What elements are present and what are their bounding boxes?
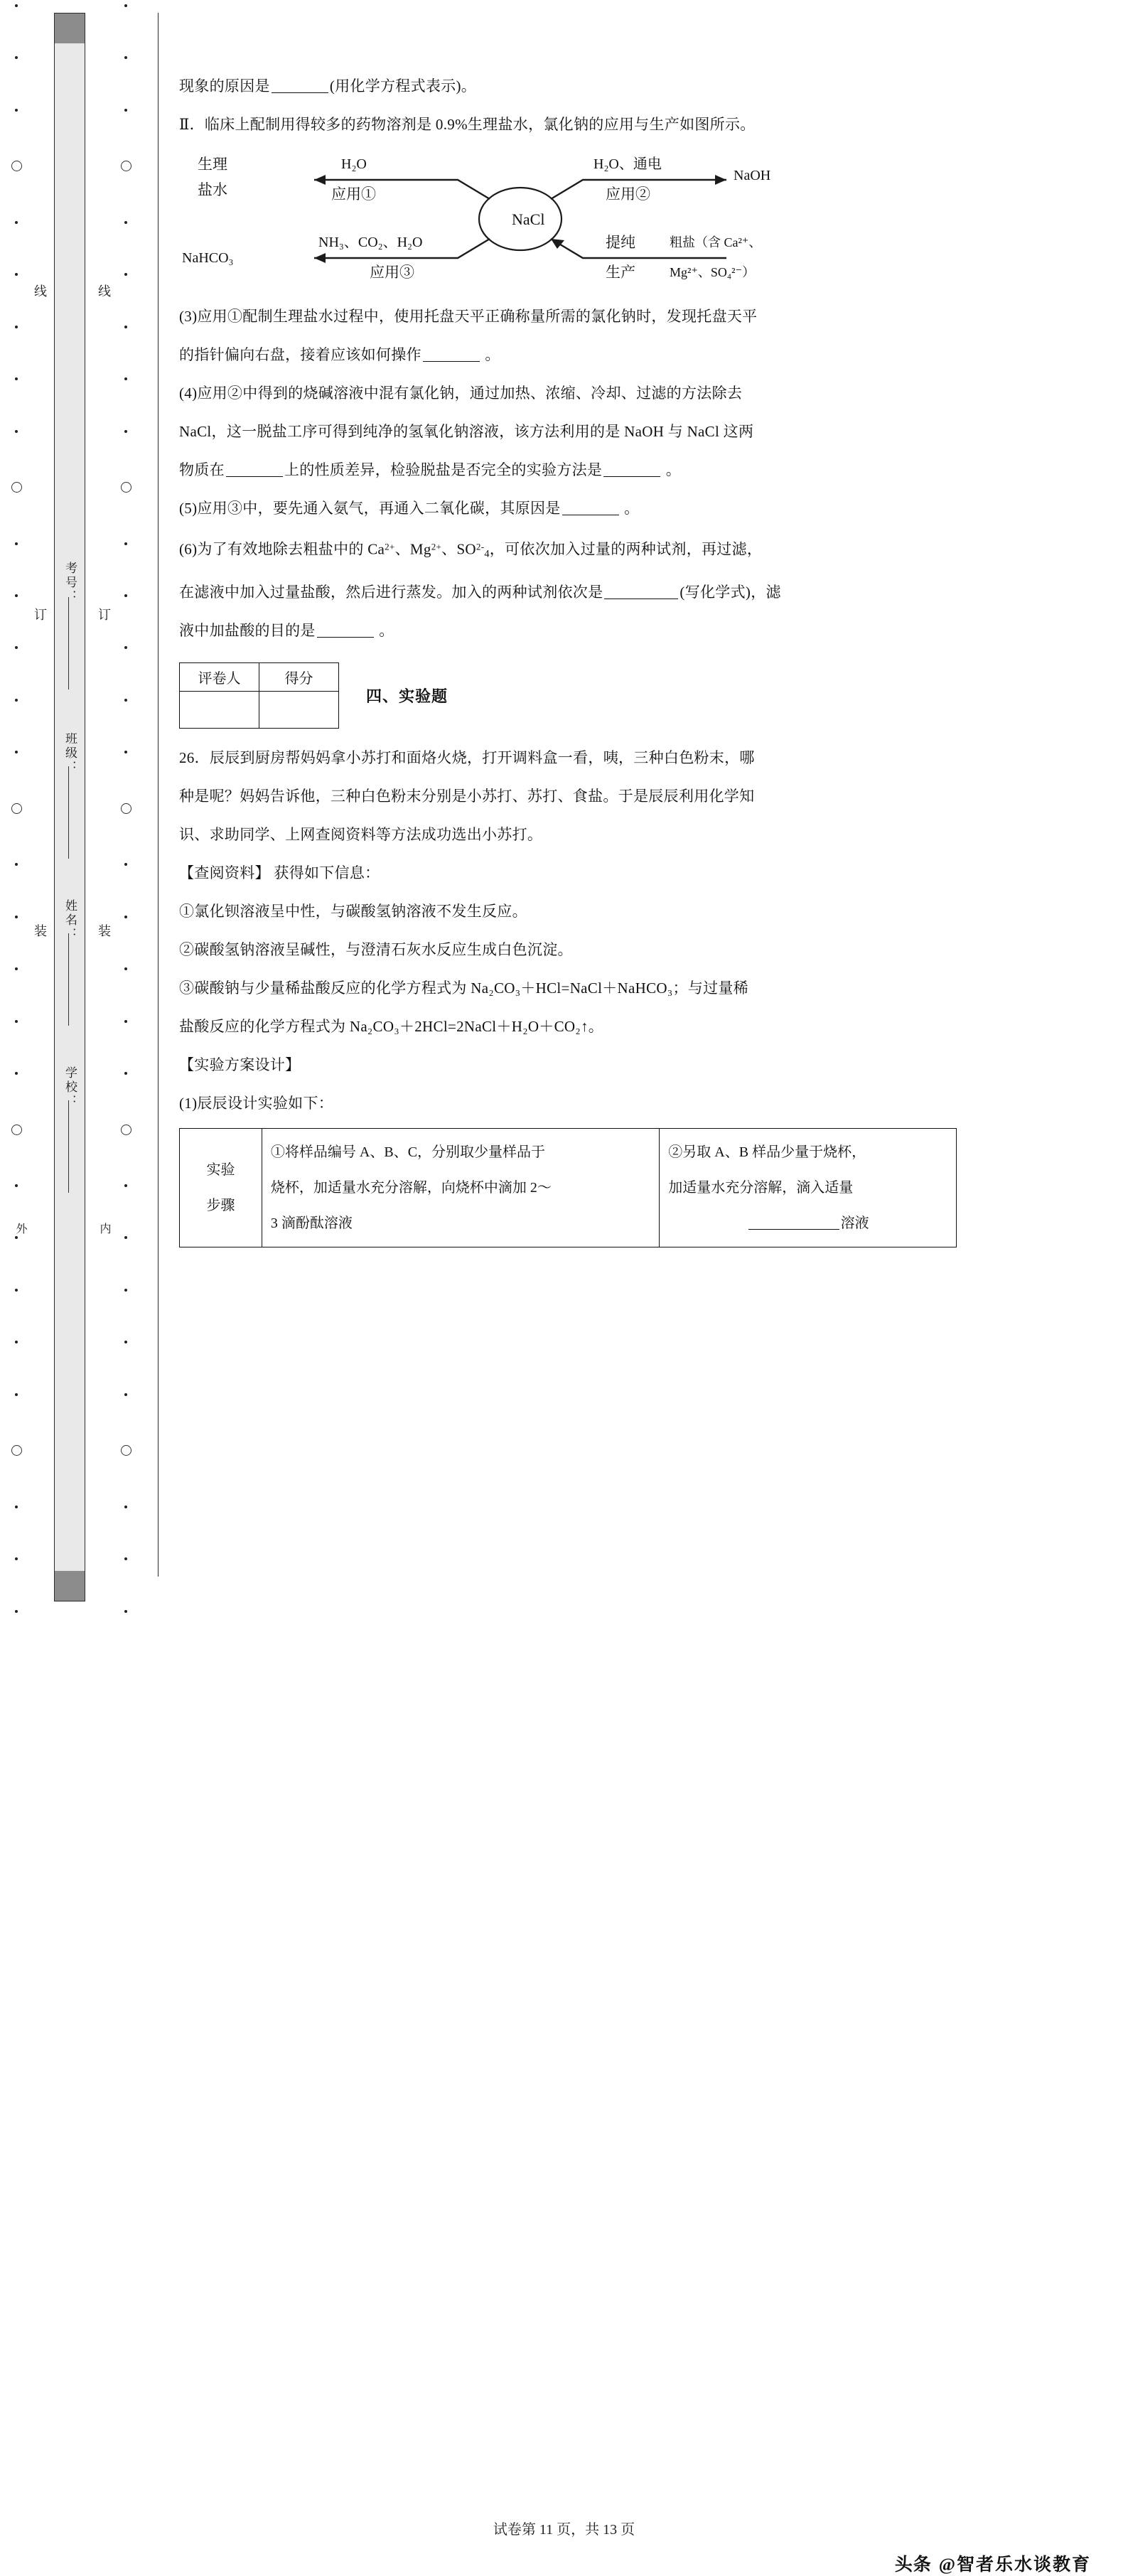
question-5 [179,490,975,526]
score-header-grader: 评卷人 [180,663,259,692]
question-4-line2: NaCl，这一脱盐工序可得到纯净的氢氧化钠溶液，该方法利用的是 NaOH 与 NaCl 这两 [179,423,754,440]
score-cell-grader[interactable] [180,692,259,729]
score-header-score: 得分 [259,663,339,692]
q6-text-f: (写化学式)，滤 [680,584,781,601]
hole-ring [121,161,131,171]
question-3-line1: (3)应用①配制生理盐水过程中，使用托盘天平正确称量所需的氯化钠时，发现托盘天平 [179,308,758,325]
design-q1: (1)辰辰设计实验如下： [179,1095,334,1112]
field-class: 班级： [63,732,77,775]
design-header: 【实验方案设计】 [179,1056,301,1074]
exp-row-label [180,1129,262,1247]
q5-text: (5)应用③中，要先通入氨气，再通入二氧化碳，其原因是 [179,500,561,517]
hole-ring [11,803,22,814]
field-line-school [68,1100,69,1193]
hole-ring [121,482,131,493]
score-table [179,662,339,729]
bind-label-outer: 订 [33,608,47,626]
info-item-3-line2: 盐酸反应的化学方程式为 Na₂CO₃＋2HCl=2NaCl＋H₂O＋CO₂↑。 [179,1018,604,1036]
answer-blank[interactable] [272,79,328,93]
watermark [895,2550,1091,2576]
exp-step-1-cell [262,1129,659,1247]
diagram-center-label: NaCl [512,210,545,228]
footer-area [0,1450,1128,2575]
diagram-product-saline-line2: 盐水 [198,181,227,198]
score-section [179,662,975,729]
question-4-line1: (4)应用②中得到的烧碱溶液中混有氯化钠，通过加热、浓缩、冷却、过滤的方法除去 [179,385,743,402]
diagram-cond-purify: 提纯 [606,234,635,251]
diagram-lines [179,148,975,290]
question-3-line2 [179,337,975,372]
diagram-product-naoh: NaOH [734,168,771,183]
dotted-column-outer [10,0,23,1617]
seal-label-inner: 装 [97,924,111,943]
question-6-line2 [179,574,975,610]
hole-ring [11,161,22,171]
exp-row-label-line1: 实验 [206,1162,235,1179]
section-title: 四、实验题 [366,687,448,706]
q4-text-b: 上的性质差异，检验脱盐是否完全的实验方法是 [284,461,603,478]
exp-row-label-line2: 步骤 [206,1198,235,1214]
diagram-cond-h2o-electro: H₂O、通电 [593,156,662,172]
table-row [180,692,339,729]
question-6-line3 [179,613,975,648]
q4-text-a: 物质在 [179,461,225,478]
ion-mg-charge: 2+ [431,541,442,552]
inner-label: 内 [98,1223,110,1234]
q6-text-a: (6)为了有效地除去粗盐中的 Ca [179,540,385,558]
exp-step-1-line3: 3 滴酚酞溶液 [270,1215,353,1232]
q3-text: 的指针偏向右盘，接着应该如何操作 [179,346,421,363]
field-name: 姓名： [63,899,77,942]
info-item-2: ②碳酸氢钠溶液呈碱性，与澄清石灰水反应生成白色沉淀。 [179,941,573,959]
field-exam-no: 考号： [63,562,77,604]
field-line-exam [68,597,69,689]
exp-step-1-line2: 烧杯，加适量水充分溶解，向烧杯中滴加 2～ [270,1180,552,1196]
line-label-outer: 线 [33,284,47,303]
hole-ring [11,1125,22,1135]
line-label-inner: 线 [97,284,111,303]
answer-blank[interactable] [748,1215,839,1230]
diagram-cond-nh3-co2-h2o: NH₃、CO₂、H₂O [318,235,423,250]
q6-text-d: ，可依次加入过量的两种试剂，再过滤， [489,540,763,558]
field-line-class [68,766,69,859]
seal-label-outer: 装 [33,924,47,943]
q2-suffix: (用化学方程式表示)。 [329,77,477,95]
main-content [179,68,975,1247]
exp-step-2-suffix: 溶液 [840,1215,869,1232]
question-26-line1: 26．辰辰到厨房帮妈妈拿小苏打和面烙火烧，打开调料盒一看，咦，三种白色粉末，哪 [179,749,755,767]
watermark-handle: @智者乐水谈教育 [938,2555,1091,2575]
ion-so4-charge: $^{2-}_4$ [476,541,490,560]
hole-ring [11,482,22,493]
question-26-line3: 识、求助同学、上网查阅资料等方法成功选出小苏打。 [179,826,543,844]
q3-period: 。 [485,346,500,363]
exp-step-2-cell [660,1129,957,1247]
outer-label: 外 [14,1223,26,1234]
ion-ca-charge: 2+ [385,541,395,552]
diagram-cond-app3: 应用③ [370,264,414,281]
binding-bar [54,13,85,1601]
section-II-text: Ⅱ．临床上配制用得较多的药物溶剂是 0.9%生理盐水，氯化钠的应用与生产如图所示。 [179,116,756,133]
hole-ring [121,803,131,814]
q6-text-b: 、Mg [394,540,431,558]
exp-step-1-line1: ①将样品编号 A、B、C，分别取少量样品于 [270,1144,546,1161]
diagram-cond-h2o-top: H₂O [341,156,367,172]
question-26-line2: 种是呢？妈妈告诉他，三种白色粉末分别是小苏打、苏打、食盐。于是辰辰利用化学知 [179,788,755,805]
answer-blank[interactable] [317,623,374,638]
question-2-tail [179,68,975,104]
hole-ring [121,1125,131,1135]
diagram-cond-app2: 应用② [606,186,650,203]
nacl-flow-diagram [179,148,975,290]
info-item-3-line1: ③碳酸钠与少量稀盐酸反应的化学方程式为 Na₂CO₃＋HCl=NaCl＋NaHCO₃；与过量稀 [179,980,748,997]
info-item-1: ①氯化钡溶液呈中性，与碳酸氢钠溶液不发生反应。 [179,903,527,921]
exp-step-2-line1: ②另取 A、B 样品少量于烧杯， [668,1144,866,1161]
answer-blank[interactable] [423,348,480,362]
q6-text-g: 液中加盐酸的目的是 [179,622,316,640]
q6-text-e: 在滤液中加入过量盐酸，然后进行蒸发。加入的两种试剂依次是 [179,584,603,601]
q5-period: 。 [624,500,640,517]
content-divider [158,13,159,1577]
diagram-product-nahco3: NaHCO₃ [182,250,234,266]
diagram-cond-produce: 生产 [606,264,635,281]
table-row [180,663,339,692]
table-row [180,1129,957,1247]
q4-period: 。 [665,461,682,478]
answer-blank[interactable] [604,585,678,599]
q2-prefix: 现象的原因是 [179,77,270,95]
diagram-cond-app1: 应用① [331,186,376,203]
info-header: 【查阅资料】 获得如下信息： [179,864,380,882]
q6-text-c: 、SO [441,540,476,558]
page-number: 试卷第 11 页，共 13 页 [493,2522,635,2538]
diagram-source-crude-salt-line1: 粗盐（含 Ca²⁺、 [670,235,762,249]
experiment-steps-table [179,1128,957,1247]
question-6-line1 [179,529,975,571]
score-cell-score[interactable] [259,692,339,729]
answer-blank[interactable] [562,501,619,515]
toutiao-logo: 头条 [894,2555,932,2575]
question-4-line3 [179,452,975,488]
q6-period: 。 [379,622,394,640]
diagram-product-saline-line1: 生理 [198,156,227,173]
field-school: 学校： [63,1066,77,1109]
diagram-source-crude-salt-line2: Mg²⁺、SO₄²⁻） [670,265,756,279]
exp-step-2-line3 [668,1206,947,1241]
answer-blank[interactable] [226,463,283,477]
dotted-column-inner [119,0,132,1617]
answer-blank[interactable] [603,463,660,477]
bind-label-inner: 订 [97,608,111,626]
exp-step-2-line2: 加适量水充分溶解，滴入适量 [668,1180,854,1196]
field-line-name [68,933,69,1026]
